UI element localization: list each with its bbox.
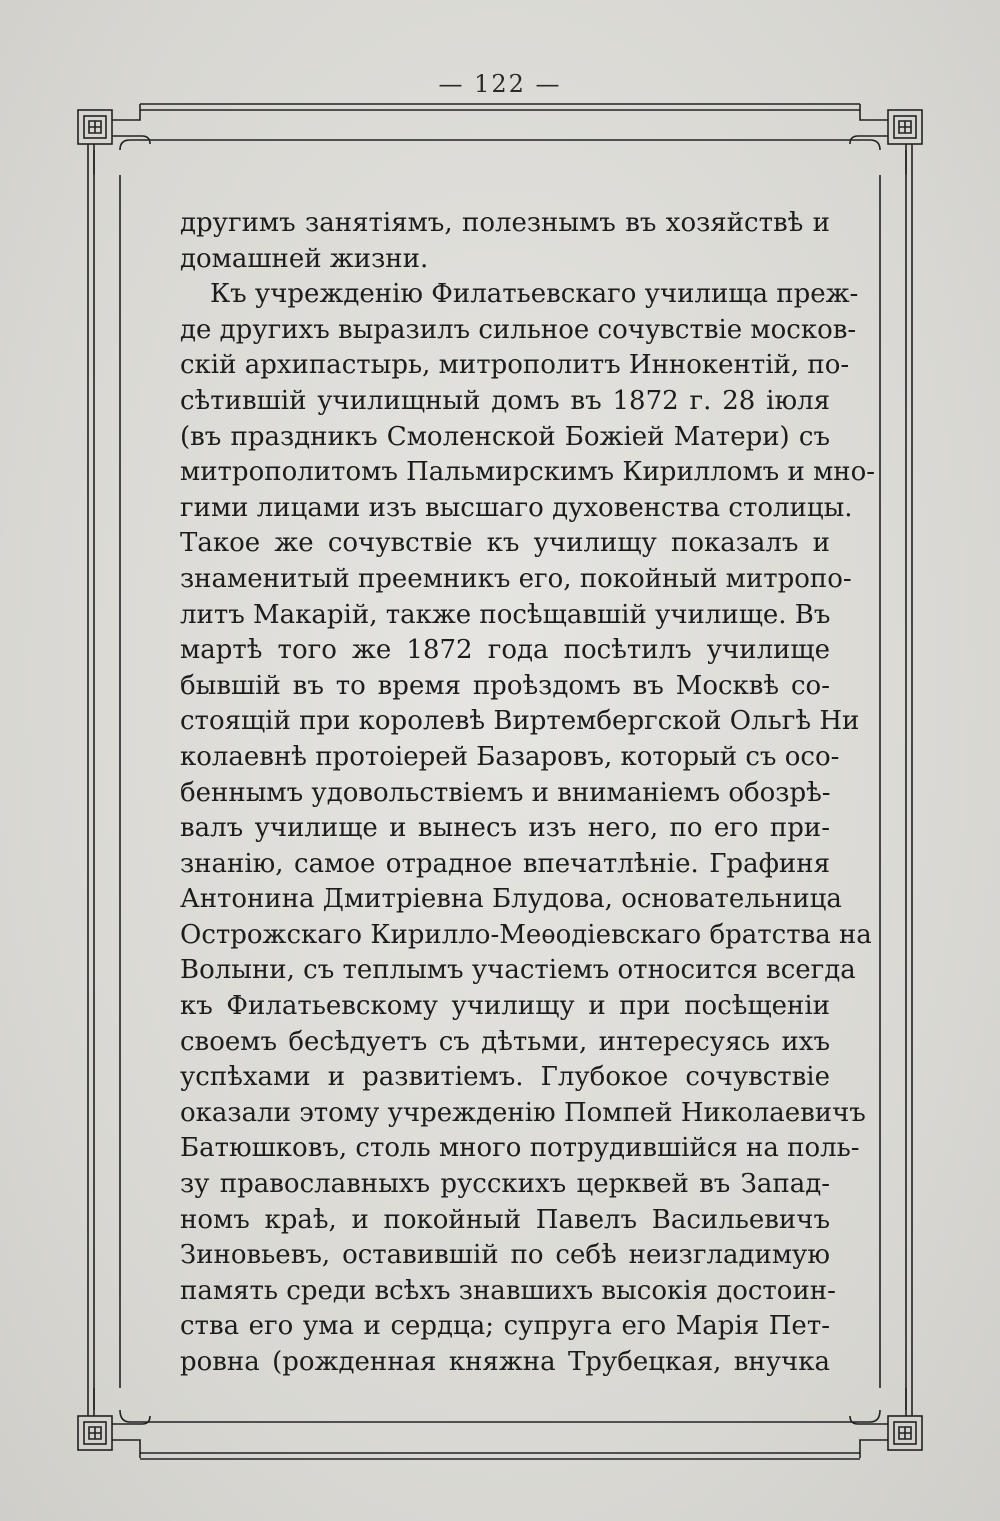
corner-ornament-bottom-left (78, 1388, 150, 1458)
text-line: зу православныхъ русскихъ церквей въ Запад- (180, 1169, 830, 1200)
text-line: успѣхами и развитіемъ. Глубокое сочувствіе (180, 1062, 830, 1093)
text-line: Острожскаго Кирилло-Меѳодіевскаго братства на (180, 919, 872, 950)
text-line: къ Филатьевскому училищу и при посѣщеніи (180, 991, 830, 1022)
text-line: домашней жизни. (180, 243, 429, 274)
text-line: Къ учрежденію Филатьевскаго училища преж- (210, 279, 859, 310)
text-line: митрополитомъ Пальмирскимъ Кирилломъ и мно- (180, 457, 876, 488)
text-line: (въ праздникъ Смоленской Божіей Матери) съ (180, 421, 830, 452)
text-line: оказали этому учрежденію Помпей Николаевичъ (180, 1097, 866, 1128)
text-line: другимъ занятіямъ, полезнымъ въ хозяйствѣ и (180, 208, 830, 238)
text-line: память среди всѣхъ знавшихъ высокія достоин- (180, 1275, 836, 1306)
text-line: литъ Макарій, также посѣщавшій училище. Въ (180, 599, 831, 630)
text-line: гими лицами изъ высшаго духовенства столицы. (180, 492, 853, 523)
text-line: ства его ума и сердца; супруга его Марія Пет- (180, 1311, 830, 1342)
text-line: бывшій въ то время проѣздомъ въ Москвѣ со- (180, 670, 830, 701)
text-line: Зиновьевъ, оставившій по себѣ неизгладимую (180, 1240, 830, 1271)
text-line: скій архипастырь, митрополитъ Иннокентій, по- (180, 350, 850, 381)
text-line: сѣтившій училищный домъ въ 1872 г. 28 іюля (180, 385, 830, 416)
page-number: — 122 — (438, 70, 562, 98)
text-line: стоящій при королевѣ Виртембергской Ольгѣ Ни (180, 706, 860, 737)
text-line: ровна (рожденная княжна Трубецкая, внучка (180, 1347, 830, 1377)
text-line: номъ краѣ, и покойный Павелъ Васильевичъ (180, 1204, 830, 1235)
text-line: де другихъ выразилъ сильное сочувствіе москов- (180, 314, 857, 345)
body-text (180, 206, 876, 1381)
text-line: Волыни, съ теплымъ участіемъ относится всегда (180, 955, 856, 986)
corner-ornament-top-left (78, 104, 150, 174)
text-line: мартѣ того же 1872 года посѣтилъ училище (180, 635, 830, 666)
text-line: беннымъ удовольствіемъ и вниманіемъ обозрѣ- (180, 777, 831, 808)
text-line: валъ училище и вынесъ изъ него, по его при- (180, 813, 830, 844)
text-line: Такое же сочувствіе къ училищу показалъ и (180, 528, 830, 559)
text-line: знаменитый преемникъ его, покойный митропо- (180, 563, 852, 594)
text-line: своемъ бесѣдуетъ съ дѣтьми, интересуясь ихъ (180, 1026, 830, 1057)
text-line: знанію, самое отрадное впечатлѣніе. Графиня (180, 848, 830, 879)
text-line: Антонина Дмитріевна Блудова, основательница (180, 884, 842, 915)
text-line: Батюшковъ, столь много потрудившійся на поль- (180, 1133, 860, 1164)
text-line: колаевнѣ протоіерей Базаровъ, который съ осо- (180, 741, 840, 772)
